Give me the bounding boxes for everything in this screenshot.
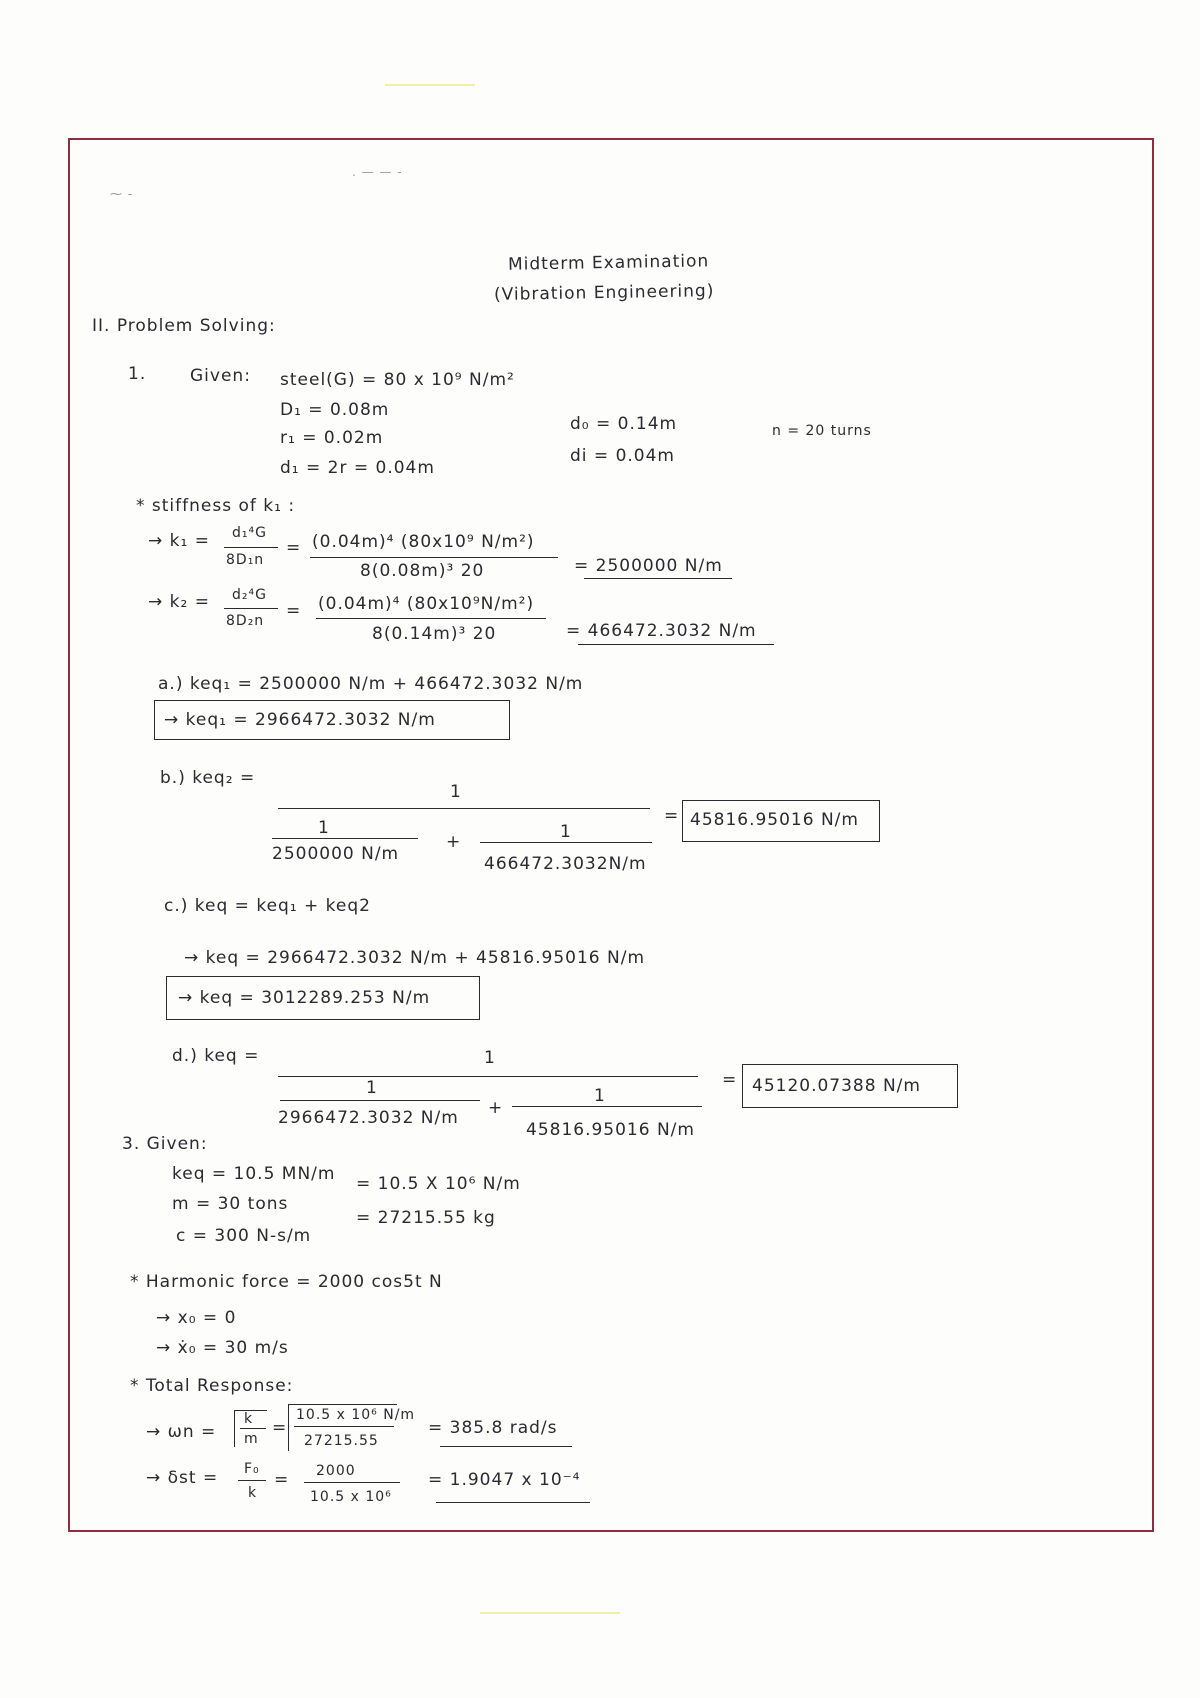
part-c-result: → keq = 3012289.253 N/m [178,988,431,1008]
dst-den: 10.5 x 10⁶ [310,1489,392,1505]
given-label: Given: [190,366,251,386]
part-b-d1: 2500000 N/m [272,844,400,864]
faint-mark: ⁓ - [110,187,134,201]
part-b-d2: 466472.3032N/m [484,854,647,874]
dst-fnum: F₀ [244,1461,260,1477]
part-d-result: 45120.07388 N/m [752,1076,921,1096]
k1-eq: = [286,538,302,558]
part-a-line: a.) keq₁ = 2500000 N/m + 466472.3032 N/m [158,674,584,694]
k2-formula-num: d₂⁴G [232,587,267,603]
k2-eq: = [286,601,302,621]
p3-keq: keq = 10.5 MN/m [172,1164,336,1184]
part-d-eq: = [722,1070,738,1090]
k2-num: (0.04m)⁴ (80x10⁹N/m²) [318,594,535,614]
page-subtitle: (Vibration Engineering) [493,281,715,305]
given-turns: n = 20 turns [772,423,872,439]
given-steel: steel(G) = 80 x 10⁹ N/m² [280,370,515,390]
dst-result: = 1.9047 x 10⁻⁴ [428,1470,581,1490]
given-di: di = 0.04m [570,446,675,466]
wn-num: 10.5 x 10⁶ N/m [296,1407,416,1423]
part-c-line2: → keq = 2966472.3032 N/m + 45816.95016 N/m [184,948,645,968]
p3-harmonic-force: * Harmonic force = 2000 cos5t N [130,1272,443,1292]
dst-lhs: → δst = [146,1468,219,1488]
part-d-d2: 45816.95016 N/m [526,1120,695,1140]
wn-m: m [244,1431,259,1447]
given-d0: d₀ = 0.14m [570,414,678,434]
part-b-n2: 1 [560,822,572,842]
part-b-result: 45816.95016 N/m [690,810,859,830]
k2-den: 8(0.14m)³ 20 [372,624,497,644]
wn-k: k [244,1411,254,1427]
wn-lhs: → ωn = [146,1422,217,1442]
part-b-eq: = [664,806,680,826]
part-d-n2: 1 [594,1086,606,1106]
k2-result: = 466472.3032 N/m [566,621,757,641]
part-d-label: d.) keq = [172,1046,260,1066]
k1-num: (0.04m)⁴ (80x10⁹ N/m²) [312,532,535,552]
p3-mass: m = 30 tons [172,1194,289,1214]
p3-v0: → ẋ₀ = 30 m/s [156,1338,289,1358]
given-d1: D₁ = 0.08m [280,400,390,420]
page-title: Midterm Examination [507,251,710,275]
k2-formula-den: 8D₂n [226,613,265,629]
stiffness-heading: * stiffness of k₁ : [136,496,296,516]
dst-fden: k [248,1485,258,1501]
given-r1: r₁ = 0.02m [280,428,384,448]
problem-number: 1. [128,364,147,384]
part-d-one: 1 [484,1048,496,1068]
k1-formula-den: 8D₁n [226,552,265,568]
dst-num: 2000 [316,1463,356,1479]
part-d-n1: 1 [366,1078,378,1098]
k1-result: = 2500000 N/m [574,556,723,576]
p3-x0: → x₀ = 0 [156,1308,237,1328]
wn-result: = 385.8 rad/s [428,1418,558,1438]
part-b-n1: 1 [318,818,330,838]
dst-eq: = [274,1470,290,1490]
part-d-plus: + [488,1098,504,1118]
p3-mass-conv: = 27215.55 kg [356,1208,496,1228]
k2-lhs: → k₂ = [148,592,210,612]
given-wire-d1: d₁ = 2r = 0.04m [280,458,435,478]
p3-given-label: 3. Given: [122,1134,208,1154]
k1-lhs: → k₁ = [148,531,210,551]
wn-den: 27215.55 [304,1433,379,1449]
p3-total-response: * Total Response: [130,1376,294,1396]
section-heading: II. Problem Solving: [92,316,276,336]
p3-keq-conv: = 10.5 X 10⁶ N/m [356,1174,521,1194]
part-c-line1: c.) keq = keq₁ + keq2 [164,896,371,916]
part-b-one: 1 [450,782,462,802]
part-b-label: b.) keq₂ = [160,768,256,788]
k1-den: 8(0.08m)³ 20 [360,561,485,581]
p3-damping: c = 300 N-s/m [176,1226,312,1246]
part-d-d1: 2966472.3032 N/m [278,1108,459,1128]
part-a-result: → keq₁ = 2966472.3032 N/m [164,710,436,730]
wn-eq: = [272,1418,288,1438]
part-b-plus: + [446,832,462,852]
faint-mark-2: . — — - [352,165,403,179]
k1-formula-num: d₁⁴G [232,525,267,541]
